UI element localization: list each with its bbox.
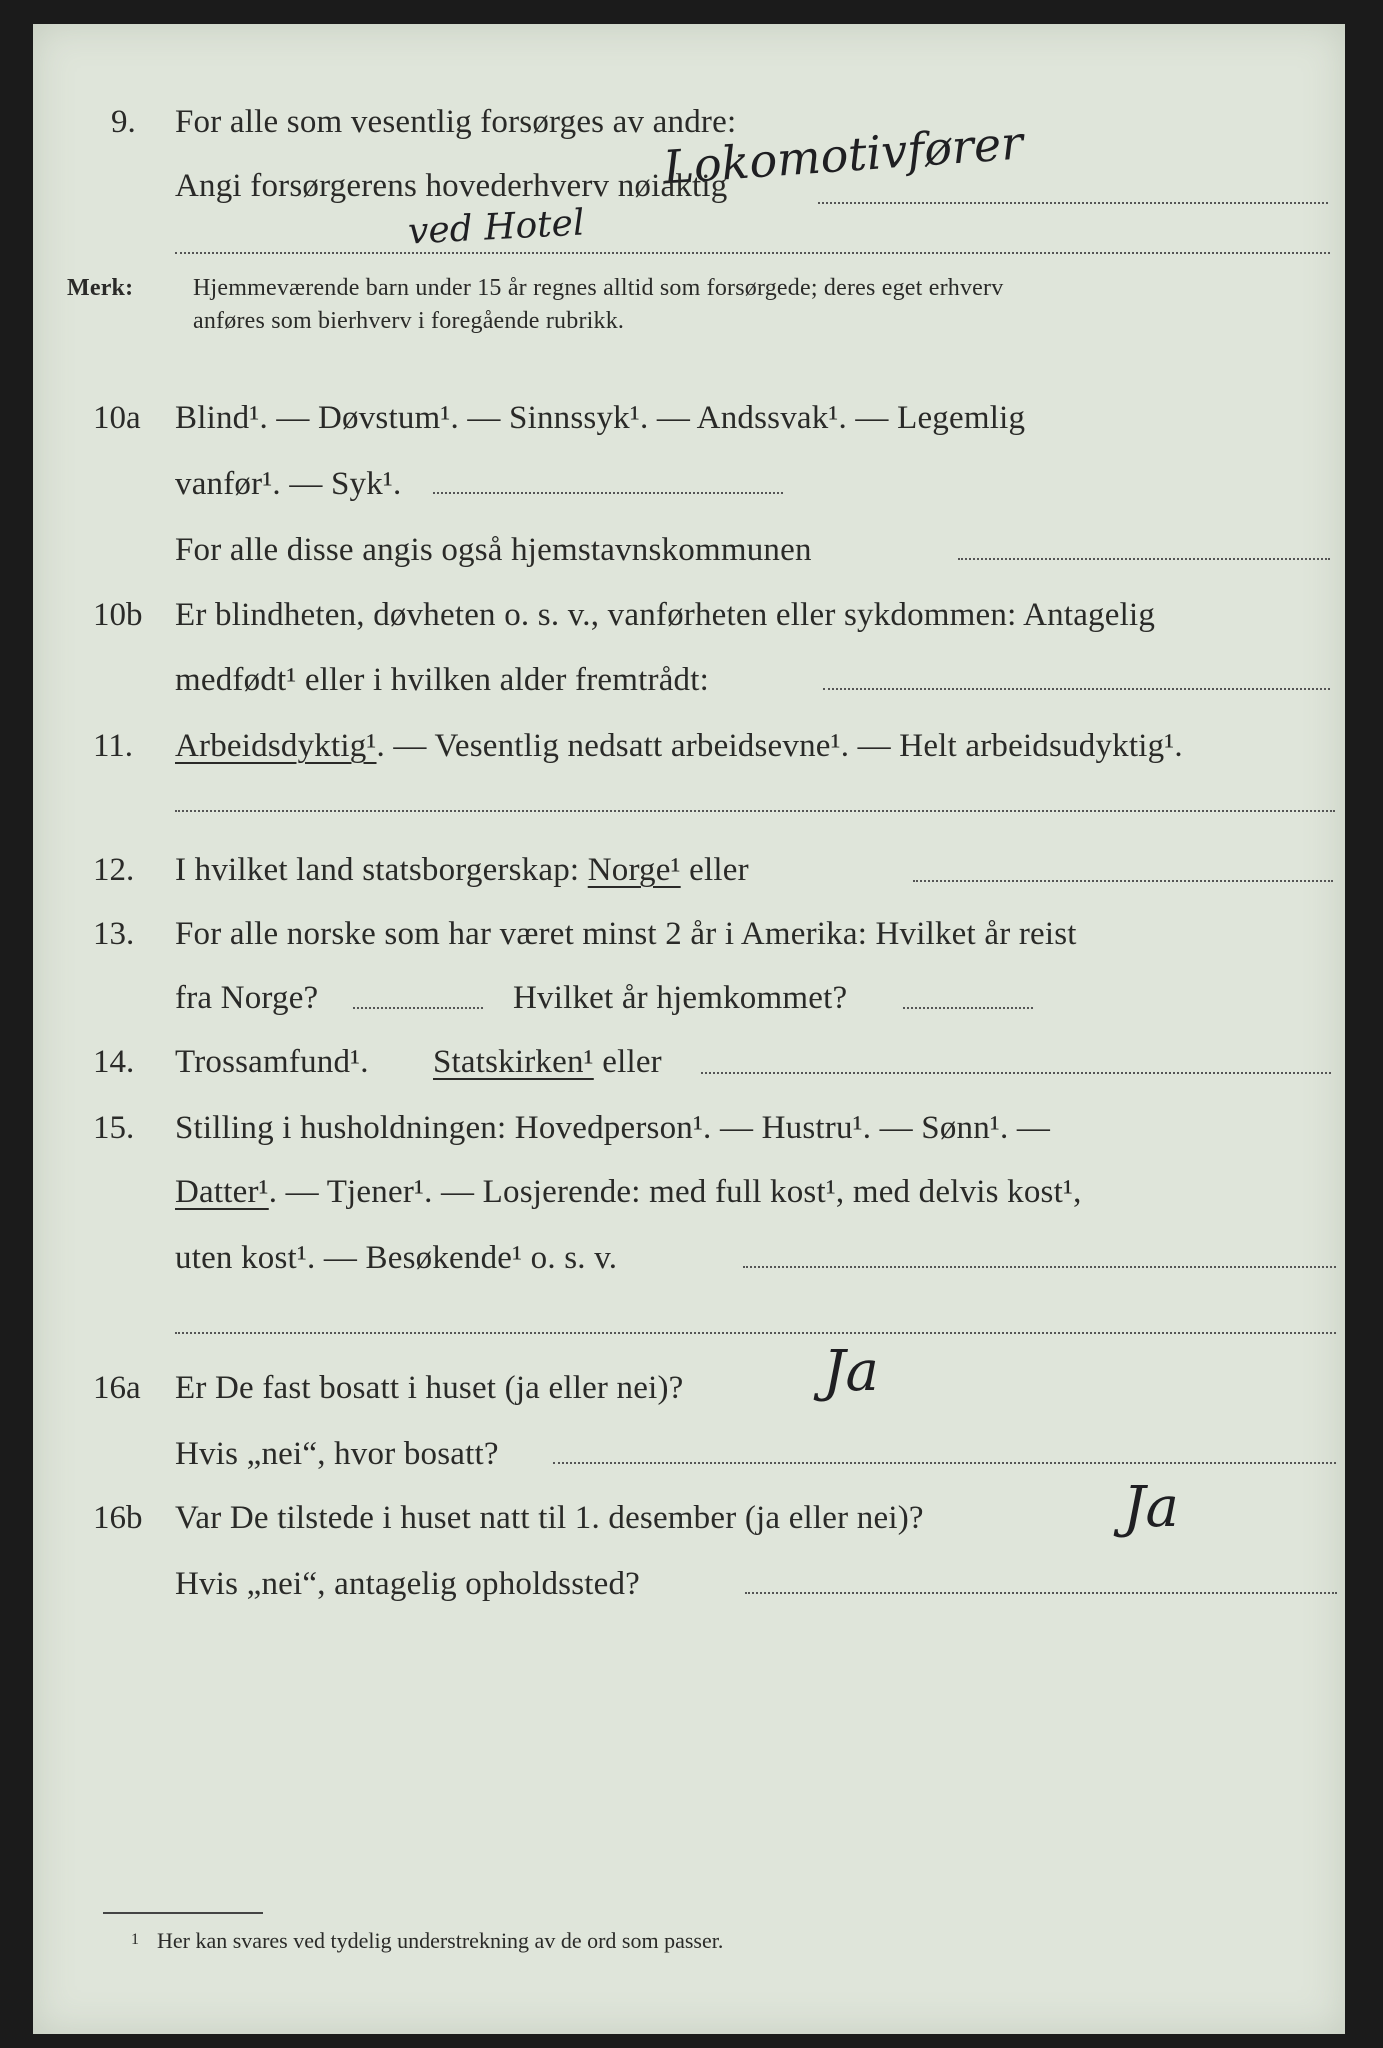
q14-number: 14. bbox=[93, 1044, 135, 1080]
q16b-line1: Var De tilstede i huset natt til 1. desember (ja eller nei)? bbox=[175, 1500, 924, 1536]
q9-extra-line bbox=[175, 252, 1330, 254]
q15-selected-option: Datter¹ bbox=[175, 1174, 269, 1210]
q10b-number: 10b bbox=[93, 597, 143, 633]
q9-line1: For alle som vesentlig forsørges av andre: bbox=[175, 104, 737, 140]
q13-departure-line bbox=[353, 1007, 483, 1009]
q12-number: 12. bbox=[93, 852, 135, 888]
q15-line1: Stilling i husholdningen: Hovedperson¹. — Hustru¹. — Sønn¹. — bbox=[175, 1110, 1051, 1146]
q13-line2a: fra Norge? bbox=[175, 980, 319, 1016]
q12-answer-line bbox=[913, 880, 1333, 882]
q16a-line1: Er De fast bosatt i huset (ja eller nei)? bbox=[175, 1370, 684, 1406]
q11-selected-option: Arbeidsdyktig¹ bbox=[175, 728, 377, 764]
q13-number: 13. bbox=[93, 916, 135, 952]
q11-extra-line bbox=[175, 810, 1335, 812]
q14-rest: eller bbox=[593, 1044, 662, 1080]
q16b-handwritten-answer: Ja bbox=[1123, 1475, 1179, 1540]
q10a-line1: Blind¹. — Døvstum¹. — Sinnssyk¹. — Andssvak¹. — Legemlig bbox=[175, 400, 1026, 436]
census-form-page bbox=[33, 24, 1345, 2034]
merk-line2: anføres som bierhverv i foregående rubrikk. bbox=[193, 308, 625, 334]
q11-number: 11. bbox=[93, 728, 134, 764]
q15-line3: uten kost¹. — Besøkende¹ o. s. v. bbox=[175, 1240, 618, 1276]
q12-rest: eller bbox=[680, 852, 749, 888]
merk-line1: Hjemmeværende barn under 15 år regnes alltid som forsørgede; deres eget erhverv bbox=[193, 275, 1004, 301]
q16b-answer-line bbox=[745, 1592, 1337, 1594]
q15-line2-rest: . — Tjener¹. — Losjerende: med full kost¹, med delvis kost¹, bbox=[268, 1174, 1082, 1210]
q16a-answer-line bbox=[553, 1462, 1336, 1464]
q16a-handwritten-answer: Ja bbox=[823, 1339, 879, 1404]
q15-number: 15. bbox=[93, 1110, 135, 1146]
q12-selected-option: Norge¹ bbox=[587, 852, 681, 888]
q15-line2 bbox=[175, 1176, 1082, 1209]
q14-answer-line bbox=[701, 1072, 1331, 1074]
q10a-home-line bbox=[958, 558, 1330, 560]
q14-selected-option: Statskirken¹ bbox=[433, 1044, 594, 1080]
q10a-answer-line bbox=[433, 492, 783, 494]
q9-number: 9. bbox=[111, 104, 136, 140]
q13-return-line bbox=[903, 1007, 1033, 1009]
footnote-text: Her kan svares ved tydelig understrekning av de ord som passer. bbox=[157, 1928, 724, 1953]
q10b-line2: medfødt¹ eller i hvilken alder fremtrådt: bbox=[175, 662, 709, 698]
q9-handwritten-occupation: Lokomotivfører bbox=[661, 115, 1025, 195]
q15-answer-line bbox=[743, 1266, 1336, 1268]
q13-line2b: Hvilket år hjemkommet? bbox=[513, 980, 848, 1016]
q13-line1: For alle norske som har været minst 2 år i Amerika: Hvilket år reist bbox=[175, 916, 1077, 952]
q10a-number: 10a bbox=[93, 400, 141, 436]
q10b-line1: Er blindheten, døvheten o. s. v., vanførheten eller sykdommen: Antagelig bbox=[175, 597, 1156, 633]
q12-text: I hvilket land statsborgerskap: bbox=[175, 852, 580, 888]
q14-text: Trossamfund¹. bbox=[175, 1044, 369, 1080]
q10a-line2: vanfør¹. — Syk¹. bbox=[175, 466, 402, 502]
merk-label: Merk: bbox=[67, 275, 134, 301]
q11-rest: . — Vesentlig nedsatt arbeidsevne¹. — Helt arbeidsudyktig¹. bbox=[376, 728, 1183, 764]
q11-line bbox=[175, 730, 1183, 763]
q10a-line3: For alle disse angis også hjemstavnskommunen bbox=[175, 532, 812, 568]
q10b-answer-line bbox=[823, 688, 1330, 690]
q9-handwritten-workplace: ved Hotel bbox=[407, 202, 586, 253]
q16a-line2: Hvis „nei“, hvor bosatt? bbox=[175, 1436, 499, 1472]
q16b-line2: Hvis „nei“, antagelig opholdssted? bbox=[175, 1566, 641, 1602]
q12-line bbox=[175, 854, 749, 887]
q14-options bbox=[433, 1046, 662, 1079]
footnote-divider bbox=[103, 1912, 263, 1914]
q16a-number: 16a bbox=[93, 1370, 141, 1406]
footnote-mark: 1 bbox=[131, 1931, 139, 1948]
q9-answer-line bbox=[818, 202, 1328, 204]
q9-line2: Angi forsørgerens hovederhverv nøiaktig bbox=[175, 168, 728, 204]
q15-extra-line bbox=[175, 1332, 1336, 1334]
q16b-number: 16b bbox=[93, 1500, 143, 1536]
